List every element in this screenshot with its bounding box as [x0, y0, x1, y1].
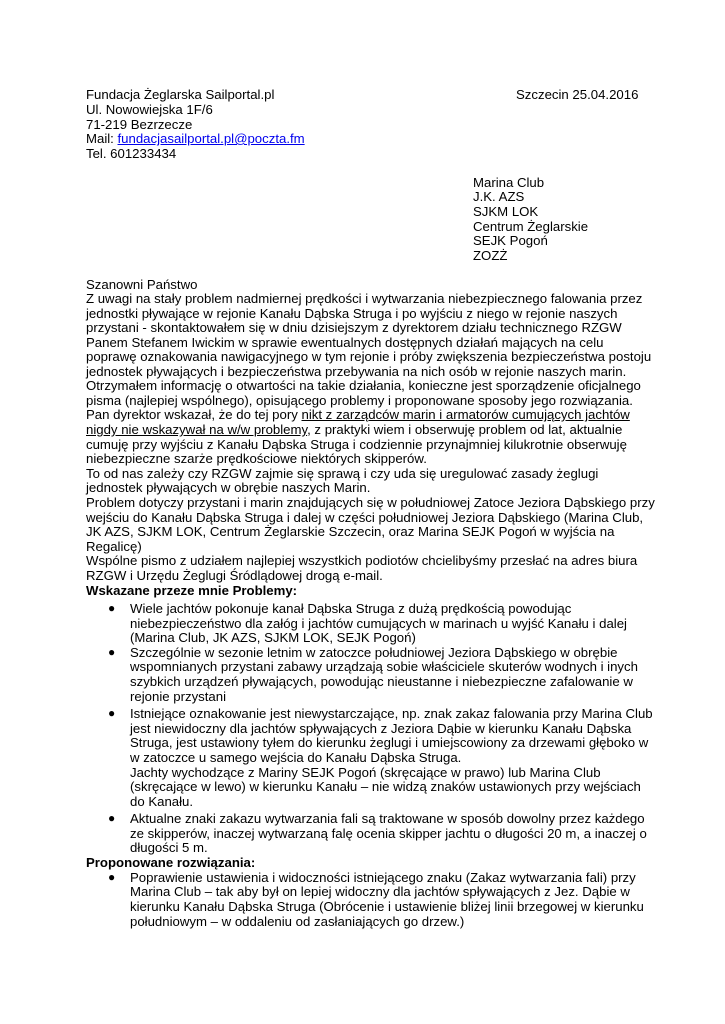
paragraph-line: cumuję przy wyjściu z Kanału Dąbska Struga i codziennie przynajmniej kilukrotnie obserwuję: [86, 437, 627, 452]
list-item-line: Aktualne znaki zakazu wytwarzania fali są traktowane w sposób dowolny przez każdego: [130, 811, 645, 826]
sender-name: Fundacja Żeglarska Sailportal.pl: [86, 87, 275, 102]
underlined-text: nigdy nie wskazywał na w/w problemy: [86, 422, 308, 437]
list-item-line: Struga, jest ustawiony tyłem do kierunku żeglugi i umiejscowiony za drzewami głęboko w: [130, 735, 649, 750]
paragraph-line: pisma (najlepiej wspólnego), opisującego problemy i proponowane sposoby jego rozwiązania.: [86, 393, 633, 408]
paragraph-line: Regalicę): [86, 539, 142, 554]
recipient: Centrum Żeglarskie: [473, 219, 589, 234]
paragraph-line: To od nas zależy czy RZGW zajmie się sprawą i czy uda się uregulować zasady żeglugi: [86, 466, 599, 481]
paragraph-line: przystani - skontaktowałem się w dniu dzisiejszym z dyrektorem działu technicznego RZGW: [86, 320, 622, 335]
text-run: , z praktyki wiem i obserwuję problem od lat, aktualnie: [307, 422, 623, 437]
list-item-line: szybkich urządzeń pływających, powodując nieustanne i niebezpieczne zafalowanie w: [130, 674, 633, 689]
list-item-line: kierunku Kanału Dąbska Struga (Obrócenie i ustawienie bliżej linii brzegowej w kierunku: [130, 899, 644, 914]
list-item-line: niebezpieczeństwo dla załóg i jachtów cumujących w marinach u wyjść Kanału i dalej: [130, 616, 627, 631]
sender-city: 71-219 Bezrzecze: [86, 117, 193, 132]
paragraph-line: [86, 422, 622, 437]
letter-date: Szczecin 25.04.2016: [516, 87, 639, 102]
paragraph-line: poprawę oznakowania nawigacyjnego w tym rejonie i próby zwiększenia bezpieczeństwa postoju: [86, 349, 652, 364]
list-item-line: Marina Club – tak aby był on lepiej widoczny dla jachtów spływających z Jez. Dąbie w: [130, 884, 630, 899]
list-item-line: Jachty wychodzące z Mariny SEJK Pogoń (skręcające w prawo) lub Marina Club: [130, 765, 601, 780]
paragraph-line: jednostek pływających i bezpieczeństwa przebywania na nich osób w rejonie naszych marin.: [86, 364, 627, 379]
underlined-text: nikt z zarządców marin i armatorów cumujących jachtów: [301, 407, 630, 422]
bullet-icon: ●: [108, 811, 116, 825]
list-item-line: jest niewidoczny dla jachtów spływających z Jeziora Dąbie w kierunku Kanału Dąbska: [130, 721, 632, 736]
mail-label: Mail:: [86, 131, 118, 146]
list-item-line: (skręcające w lewo) w kierunku Kanału – nie widzą znaków ustawionych przy wejściach: [130, 779, 641, 794]
list-item-line: Szczególnie w sezonie letnim w zatoczce południowej Jeziora Dąbskiego w obrębie: [130, 645, 618, 660]
recipient: SJKM LOK: [473, 204, 539, 219]
paragraph-line: RZGW i Urzędu Żeglugi Śródlądowej drogą e-mail.: [86, 568, 383, 583]
bullet-icon: ●: [108, 645, 116, 659]
paragraph-line: Z uwagi na stały problem nadmiernej prędkości i wytwarzania niebezpiecznego falowania przez: [86, 291, 643, 306]
paragraph-line: wejściu do Kanału Dąbska Struga i dalej w części południowej Jeziora Dąbskiego (Marina Club,: [86, 510, 644, 525]
paragraph-line: Panem Stefanem Iwickim w sprawie ewentualnych dostępnych działań mających na celu: [86, 335, 604, 350]
paragraph-line: niebezpieczne szarże prędkościowe niektórych skipperów.: [86, 451, 427, 466]
sender-mail-line: [86, 131, 305, 146]
problems-heading: Wskazane przeze mnie Problemy:: [86, 583, 298, 598]
list-item-line: długości 5 m.: [130, 840, 208, 855]
list-item-line: ze skipperów, inaczej wytwarzaną falę ocenia skipper jachtu o długości 20 m, a inaczej o: [130, 826, 647, 841]
sender-street: Ul. Nowowiejska 1F/6: [86, 102, 213, 117]
bullet-icon: ●: [108, 870, 116, 884]
paragraph-line: jednostki pływające w rejonie Kanału Dąbska Struga i po wyjściu z niego w rejonie naszych: [86, 306, 618, 321]
list-item-line: wspomnianych przystani zabawy urządzają sobie właściciele skuterów wodnych i inych: [130, 659, 638, 674]
text-run: Pan dyrektor wskazał, że do tej pory: [86, 407, 302, 422]
paragraph-line: JK AZS, SJKM LOK, Centrum Żeglarskie Szczecin, oraz Marina SEJK Pogoń w wyjścia na: [86, 524, 615, 539]
list-item-line: w zatoczce u samego wejścia do Kanału Dąbska Struga.: [130, 750, 462, 765]
recipient: ZOZŻ: [473, 248, 508, 263]
paragraph-line: [86, 407, 630, 422]
sender-phone: Tel. 601233434: [86, 146, 177, 161]
list-item-line: Wiele jachtów pokonuje kanał Dąbska Struga z dużą prędkością powodując: [130, 601, 572, 616]
solutions-heading: Proponowane rozwiązania:: [86, 855, 256, 870]
salutation: Szanowni Państwo: [86, 277, 198, 292]
list-item-line: Poprawienie ustawienia i widoczności istniejącego znaku (Zakaz wytwarzania fali) przy: [130, 870, 636, 885]
bullet-icon: ●: [108, 706, 116, 720]
recipient: Marina Club: [473, 175, 545, 190]
list-item-line: do Kanału.: [130, 794, 194, 809]
list-item-line: (Marina Club, JK AZS, SJKM LOK, SEJK Pogoń): [130, 630, 416, 645]
list-item-line: Istniejące oznakowanie jest niewystarczające, np. znak zakaz falowania przy Marina Club: [130, 706, 653, 721]
paragraph-line: Wspólne pismo z udziałem najlepiej wszystkich podiotów chcielibyśmy przesłać na adres biura: [86, 553, 638, 568]
paragraph-line: Otrzymałem informację o otwartości na takie działania, konieczne jest sporządzenie oficjalnego: [86, 378, 641, 393]
recipient: SEJK Pogoń: [473, 233, 548, 248]
bullet-icon: ●: [108, 601, 116, 615]
mail-link[interactable]: fundacjasailportal.pl@poczta.fm: [117, 131, 305, 146]
list-item-line: południowym – w oddaleniu od zasłaniających go drzew.): [130, 914, 465, 929]
recipient: J.K. AZS: [473, 189, 525, 204]
paragraph-line: Problem dotyczy przystani i marin znajdujących się w południowej Zatoce Jeziora Dąbskiego przy: [86, 495, 655, 510]
paragraph-line: jednostek pływających w obrębie naszych Marin.: [86, 480, 371, 495]
list-item-line: rejonie przystani: [130, 689, 227, 704]
